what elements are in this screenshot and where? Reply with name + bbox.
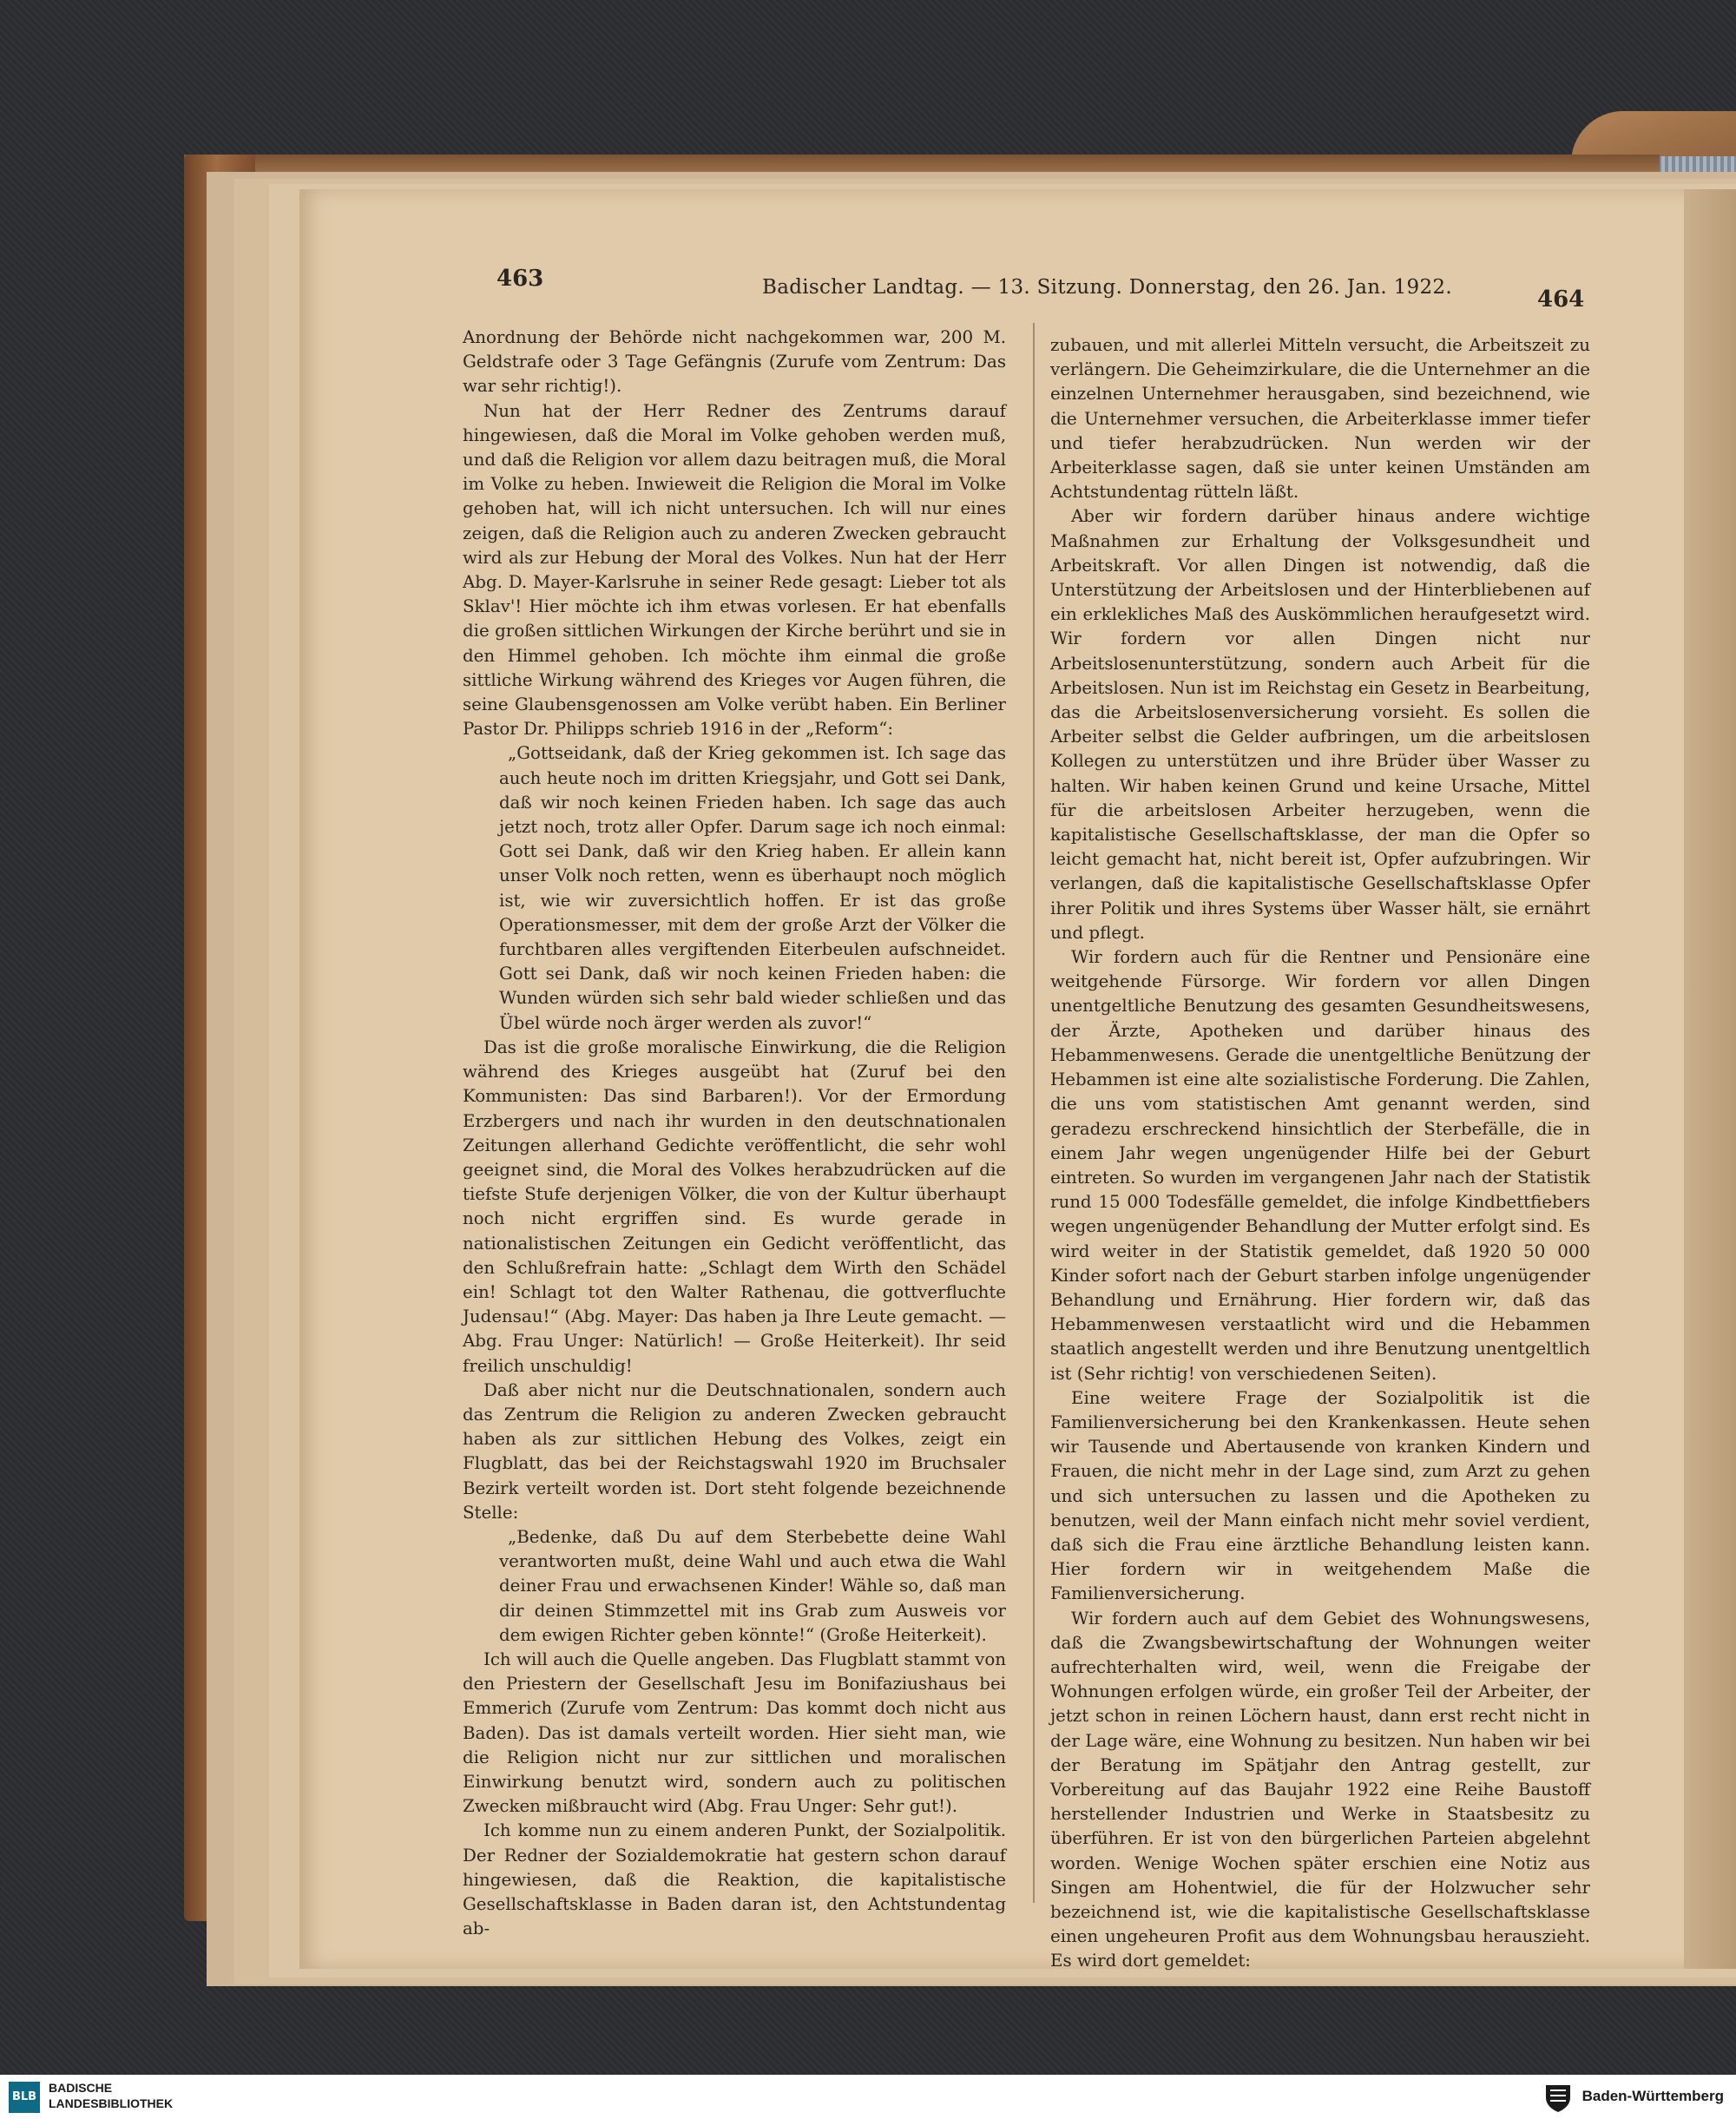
viewer-footer [0,2075,1736,2119]
paragraph: Wir fordern auch für die Rentner und Pensionäre eine weitgehende Fürsorge. Wir fordern vor allen Dingen unentgeltliche Benutzung des gesamten Gesundheitswesens, der Ärzte, Apotheken und darüber hinaus des Hebammenwesens. Gerade die unentgeltliche Benützung der Hebammen ist eine alte sozialistische Forderung. Die Zahlen, die uns vom statistischen Amt genannt werden, sind geradezu erschreckend hinsichtlich der Sterbefälle, die in einem Jahr wegen ungenügender Hilfe bei der Geburt eintreten. So wurden im vergangenen Jahr nach der Statistik rund 15 000 Todesfälle gemeldet, die infolge Kindbettfiebers wegen ungenügender Behandlung der Mutter erfolgt sind. Es wird weiter in der Statistik gemeldet, daß 1920 50 000 Kinder sofort nach der Geburt starben infolge ungenügender Behandlung und Ernährung. Hier fordern wir, daß das Hebammenwesen verstaatlicht wird und die Hebammen staatlich angestellt werden und ihre Benutzung unentgeltlich ist (Sehr richtig! von verschiedenen Seiten). [1050,947,1590,1384]
page-number-right: 464 [1537,286,1585,313]
paragraph: Das ist die große moralische Einwirkung, die die Religion während des Krieges ausgeübt hat (Zuruf bei den Kommunisten: Das sind Barbaren!). Vor der Ermordung Erzbergers und nach ihr wurden in den deutschnationalen Zeitungen allerhand Gedichte veröffentlicht, die sehr wohl geeignet sind, die Moral des Volkes herabzudrücken auf die tiefste Stufe derjenigen Völker, die von der Kultur überhaupt noch nicht ergriffen sind. Es wurde gerade in nationalistischen Zeitungen ein Gedicht veröffentlicht, das den Schlußrefrain hatte: „Schlagt dem Wirth den Schädel ein! Schlagt tot den Walter Rathenau, die gottverfluchte Judensau!“ (Abg. Mayer: Das haben ja Ihre Leute gemacht. — Abg. Frau Unger: Natürlich! — Große Heiterkeit). Ihr seid freilich unschuldig! [463,1036,1006,1376]
page-gutter [1684,189,1736,1969]
paragraph: Ich komme nun zu einem anderen Punkt, der Sozialpolitik. Der Redner der Sozialdemokratie hat gestern schon darauf hingewiesen, daß die Reaktion, die kapitalistische Gesellschaftsklasse in Baden daran ist, den Achtstundentag ab- [463,1820,1006,1939]
paragraph: Eine weitere Frage der Sozialpolitik ist die Familienversicherung bei den Krankenkassen. Heute sehen wir Tausende und Abertausende von kranken Kindern und Frauen, die nicht mehr in der Lage sind, zum Arzt zu gehen und sich untersuchen zu lassen und die Apotheken zu benutzen, weil der Mann einfach nicht mehr soviel verdient, daß sich die Frau eine ärztliche Behandlung leisten kann. Hier fordern wir in weitgehendem Maße die Familienversicherung. [1050,1387,1590,1604]
baden-wuerttemberg-crest-icon [1543,2082,1573,2113]
text-column-right [1050,333,1590,1974]
block-quote: „Gottseidank, daß der Krieg gekommen ist. Ich sage das auch heute noch im dritten Kriegsjahr, und Gott sei Dank, daß wir noch keinen Frieden haben. Ich sage das auch jetzt noch, trotz aller Opfer. Darum sage ich noch einmal: Gott sei Dank, daß wir den Krieg haben. Er allein kann unser Volk noch retten, wenn es überhaupt noch möglich ist, wie wir zuversichtlich hoffen. Er ist das große Operationsmesser, mit dem der große Arzt der Völker die furchtbaren alles vergiftenden Eiterbeulen aufschneidet. Gott sei Dank, daß wir noch keinen Frieden haben: die Wunden würden sich sehr bald wieder schließen und das Übel würde noch ärger werden als zuvor!“ [499,743,1006,1033]
paragraph: zubauen, und mit allerlei Mitteln versucht, die Arbeitszeit zu verlängern. Die Geheimzirkulare, die die Unternehmer an die einzelnen Unternehmer herausgaben, sind bezeichnend, wie die Unternehmer versuchen, die Arbeiterklasse immer tiefer und tiefer herabzudrücken. Nun werden wir der Arbeiterklasse sagen, daß sie unter keinen Umständen am Achtstundentag rütteln läßt. [1050,335,1590,503]
paragraph: Anordnung der Behörde nicht nachgekommen war, 200 M. Geldstrafe oder 3 Tage Gefängnis (Zurufe vom Zentrum: Das war sehr richtig!). [463,327,1006,397]
paragraph: Daß aber nicht nur die Deutschnationalen, sondern auch das Zentrum die Religion zu anderen Zwecken gebraucht haben als zur sittlichen Hebung des Volkes, zeigt ein Flugblatt, das bei der Reichstagswahl 1920 im Bruchsaler Bezirk verteilt worden ist. Dort steht folgende bezeichnende Stelle: [463,1379,1006,1523]
paragraph: Nun hat der Herr Redner des Zentrums darauf hingewiesen, daß die Moral im Volke gehoben werden muß, und daß die Religion vor allem dazu beitragen muß, die Moral im Volke zu heben. Inwieweit die Religion die Moral im Volke gehoben hat, will ich nicht untersuchen. Ich will nur eines zeigen, daß die Religion auch zu anderen Zwecken gebraucht wird als zur Hebung der Moral des Volkes. Nun hat der Herr Abg. D. Mayer-Karlsruhe in seiner Rede gesagt: Lieber tot als Sklav'! Hier möchte ich ihm etwas vorlesen. Er hat ebenfalls die großen sittlichen Wirkungen der Kirche berührt und sie in den Himmel gehoben. Ich möchte ihm einmal die große sittliche Wirkung während des Krieges vor Augen führen, die seine Glaubensgenossen am Volke verübt haben. Ein Berliner Pastor Dr. Philipps schrieb 1916 in der „Reform“: [463,400,1006,740]
column-rule [1033,323,1035,1903]
text-column-left [463,326,1006,1941]
blb-logo-icon[interactable]: BLB [9,2082,40,2113]
block-quote: „Bedenke, daß Du auf dem Sterbebette deine Wahl verantworten mußt, deine Wahl und auch etwa die Wahl deiner Frau und erwachsenen Kinder! Wähle so, daß man dir deinen Stimmzettel mit ins Grab zum Ausweis vor dem ewigen Richter geben könnte!“ (Große Heiterkeit). [499,1526,1006,1645]
paragraph: Aber wir fordern darüber hinaus andere wichtige Maßnahmen zur Erhaltung der Volksgesundheit und Arbeitskraft. Vor allen Dingen ist notwendig, daß die Unterstützung der Arbeitslosen und der Hinterbliebenen auf ein erklekliches Maß des Auskömmlichen heraufgesetzt wird. Wir fordern vor allen Dingen nicht nur Arbeitslosenunterstützung, sondern auch Arbeit für die Arbeitslosen. Nun ist im Reichstag ein Gesetz in Bearbeitung, das die Arbeitslosenversicherung vorsieht. Es sollen die Arbeiter selbst die Gelder aufbringen, um die arbeitslosen Kollegen zu unterstützen und ihre Brüder über Wasser zu halten. Wir haben keinen Grund und keine Ursache, Mittel für die arbeitslosen Arbeiter herzugeben, wenn die kapitalistische Gesellschaftsklasse, der man die Opfer so leicht gemacht hat, nicht bereit ist, Opfer aufzubringen. Wir verlangen, daß die kapitalistische Gesellschaftsklasse Opfer ihrer Politik und ihres Systems über Wasser hält, sie ernährt und pflegt. [1050,506,1590,943]
region-label: Baden-Württemberg [1581,2088,1724,2104]
paragraph: Wir fordern auch auf dem Gebiet des Wohnungswesens, daß die Zwangsbewirtschaftung der Wohnungen weiter aufrechterhalten wird, weil, wenn die Freigabe der Wohnungen erfolgen würde, ein großer Teil der Arbeiter, der jetzt schon in reinen Löchern haust, dann erst recht nicht in der Lage wäre, eine Wohnung zu besitzen. Nun haben wir bei der Beratung im Spätjahr den Antrag gestellt, zur Vorbereitung auf das Baujahr 1922 eine Reihe Baustoff herstellender Industrien und Werke in Staatsbesitz zu überführen. Er ist von den bürgerlichen Parteien abgelehnt worden. Wenige Wochen später erschien eine Notiz aus Singen am Hohentwiel, die für der Holzwucher sehr bezeichnend ist, wie die kapitalistische Gesellschaftsklasse einen ungeheuren Profit aus dem Wohnungsbau herauszieht. Es wird dort gemeldet: [1050,1608,1590,1971]
library-name: BADISCHE LANDESBIBLIOTHEK [49,2081,174,2110]
page-number-left: 463 [496,266,544,292]
paragraph: Ich will auch die Quelle angeben. Das Flugblatt stammt von den Priestern der Gesellschaft Jesu im Bonifaziushaus bei Emmerich (Zurufe vom Zentrum: Das kommt doch nicht aus Baden). Das ist damals verteilt worden. Hier sieht man, wie die Religion nicht nur zur sittlichen und moralischen Einwirkung benutzt wird, sondern auch zu politischen Zwecken mißbraucht wird (Abg. Frau Unger: Sehr gut!). [463,1648,1006,1817]
running-head: Badischer Landtag. — 13. Sitzung. Donnerstag, den 26. Jan. 1922. [762,276,1452,299]
